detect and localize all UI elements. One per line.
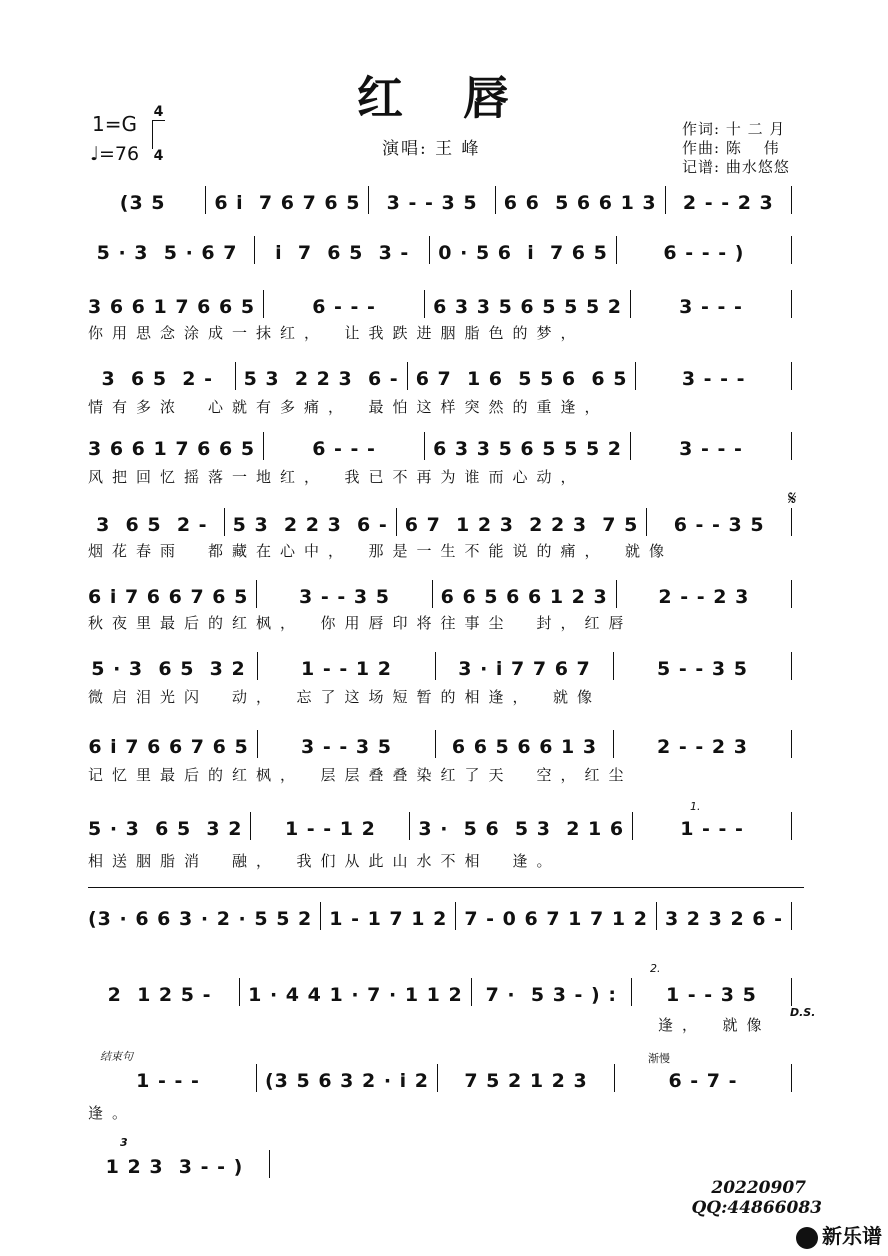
measure: 1 - 1 7 1 2 <box>329 908 448 930</box>
bar-line <box>269 1150 270 1178</box>
measure: 6 - 7 - <box>668 1070 738 1092</box>
measure: 3 - - 3 5 <box>386 192 478 214</box>
bar-line <box>407 362 408 390</box>
key-signature: 1=G <box>92 112 137 136</box>
lyric-line: 风把回忆摇落一地红， 我已不再为谁而心动， <box>88 468 585 486</box>
bar-line <box>791 978 792 1006</box>
bar-line <box>631 978 632 1006</box>
measure: 7 5 2 1 2 3 <box>464 1070 588 1092</box>
notation-row <box>88 580 800 608</box>
measure: 7 · 5 3 - ) : <box>485 984 617 1006</box>
measure: 2 1 2 5 - <box>107 984 212 1006</box>
bar-line <box>409 812 410 840</box>
notation-row <box>88 978 800 1006</box>
bar-line <box>791 580 792 608</box>
notation-row <box>88 186 800 214</box>
measure: 6 3 3 5 6 5 5 5 2 <box>433 438 622 460</box>
measure: 6 3 3 5 6 5 5 5 2 <box>433 296 622 318</box>
bar-line <box>632 812 633 840</box>
measure: 6 i 7 6 7 6 5 <box>214 192 361 214</box>
measure: 3 6 5 2 - <box>96 514 208 536</box>
bar-line <box>635 362 636 390</box>
measure: 1 - - 3 5 <box>665 984 757 1006</box>
bar-line <box>614 1064 615 1092</box>
bar-line <box>424 432 425 460</box>
measure: 3 - - 3 5 <box>301 736 392 758</box>
measure: 3 - - - <box>681 368 746 390</box>
bar-line <box>791 902 792 930</box>
measure: 3 - - 3 5 <box>299 586 390 608</box>
bar-line <box>791 290 792 318</box>
measure: 2 - - 2 3 <box>657 736 748 758</box>
bar-line <box>791 362 792 390</box>
bar-line <box>368 186 369 214</box>
bar-line <box>224 508 225 536</box>
lyric-line: 秋夜里最后的红枫， 你用唇印将往事尘 封，红唇 <box>88 614 633 632</box>
measure: 3 2 3 2 6 - <box>664 908 783 930</box>
rit-label: 渐慢 <box>648 1052 670 1065</box>
notation-row <box>88 730 800 758</box>
bar-line <box>495 186 496 214</box>
bar-line <box>432 580 433 608</box>
bar-line <box>616 580 617 608</box>
measure: (3 5 <box>119 192 166 214</box>
ending-label: 结束句 <box>100 1050 133 1063</box>
bar-line <box>665 186 666 214</box>
measure: 5 · 3 6 5 3 2 <box>88 818 243 840</box>
notation-row <box>88 236 800 264</box>
lyric-line: 相送胭脂消 融， 我们从此山水不相 逢。 <box>88 852 561 870</box>
bar-line <box>791 508 792 536</box>
notation-row <box>88 1064 800 1092</box>
bar-line <box>435 652 436 680</box>
measure: 3 - - - <box>679 438 743 460</box>
bar-line <box>205 186 206 214</box>
measure: 3 - - - <box>679 296 743 318</box>
bar-line <box>630 290 631 318</box>
measure: 2 - - 2 3 <box>658 586 750 608</box>
lyric-line: 微启泪光闪 动， 忘了这场短暂的相逢， 就像 <box>88 688 602 706</box>
measure: 6 6 5 6 6 1 2 3 <box>440 586 608 608</box>
measure: 5 · 3 6 5 3 2 <box>91 658 246 680</box>
date-stamp: 20220907 <box>711 1178 806 1198</box>
bar-line <box>239 978 240 1006</box>
volta-1-label: 1. <box>690 800 701 813</box>
bar-line <box>256 1064 257 1092</box>
site-logo: 新乐谱 <box>796 1220 882 1249</box>
measure: 1 2 3 3 - - ) <box>105 1156 244 1178</box>
measure: 6 - - - <box>312 438 376 460</box>
bar-line <box>437 1064 438 1092</box>
notation-row <box>88 1150 278 1178</box>
measure: i 7 6 5 3 - <box>275 242 410 264</box>
notation-row <box>88 290 800 318</box>
measure: 6 - - 3 5 <box>673 514 765 536</box>
logo-disc-icon <box>796 1227 818 1249</box>
bar-line <box>257 730 258 758</box>
singer-credit: 演唱: 王 峰 <box>382 139 481 159</box>
measure: 1 · 4 4 1 · 7 · 1 1 2 <box>248 984 463 1006</box>
bar-line <box>791 730 792 758</box>
time-signature: 4 4 <box>153 104 164 164</box>
notation-row <box>88 812 800 840</box>
bar-line <box>646 508 647 536</box>
lyricist-credit: 作词: 十 二 月 <box>682 120 786 138</box>
bar-line <box>263 290 264 318</box>
measure: 1 - - 1 2 <box>284 818 376 840</box>
lyric-line: 烟花春雨 都藏在心中， 那是一生不能说的痛， 就像 <box>88 542 674 560</box>
measure: 0 · 5 6 i 7 6 5 <box>438 242 608 264</box>
bar-line <box>791 432 792 460</box>
measure: 3 6 5 2 - <box>101 368 214 390</box>
bar-line <box>435 730 436 758</box>
bar-line <box>791 1064 792 1092</box>
bar-line <box>424 290 425 318</box>
bar-line <box>429 236 430 264</box>
bar-line <box>613 652 614 680</box>
notation-row <box>88 432 800 460</box>
bar-line <box>320 902 321 930</box>
bar-line <box>791 812 792 840</box>
measure: 1 - - 1 2 <box>301 658 392 680</box>
bar-line <box>235 362 236 390</box>
notation-row <box>88 652 800 680</box>
lyric-line: 情有多浓 心就有多痛， 最怕这样突然的重逢， <box>88 398 609 416</box>
transcriber-credit: 记谱: 曲水悠悠 <box>682 158 790 176</box>
measure: 6 i 7 6 6 7 6 5 <box>88 586 249 608</box>
measure: 6 - - - ) <box>663 242 745 264</box>
bar-line <box>263 432 264 460</box>
composer-credit: 作曲: 陈 伟 <box>682 139 780 157</box>
segno-mark: 𝄋 <box>788 486 797 510</box>
qq-contact: QQ:44866083 <box>691 1198 822 1218</box>
bar-line <box>256 580 257 608</box>
notation-row <box>88 508 800 536</box>
measure: 6 7 1 6 5 5 6 6 5 <box>415 368 628 390</box>
bar-line <box>791 236 792 264</box>
measure: 1 - - - <box>680 818 744 840</box>
tempo-mark: ♩=76 <box>90 143 140 165</box>
volta-2-label: 2. <box>650 962 661 975</box>
bar-line <box>254 236 255 264</box>
measure: 6 6 5 6 6 1 3 <box>503 192 657 214</box>
bar-line <box>396 508 397 536</box>
bar-line <box>791 186 792 214</box>
bar-line <box>791 652 792 680</box>
measure: 5 3 2 2 3 6 - <box>232 514 388 536</box>
measure: 5 3 2 2 3 6 - <box>243 368 399 390</box>
bar-line <box>250 812 251 840</box>
measure: 3 · i 7 7 6 7 <box>458 658 591 680</box>
measure: 3 6 6 1 7 6 6 5 <box>88 296 256 318</box>
bar-line <box>471 978 472 1006</box>
triplet-mark: 3 <box>120 1136 128 1149</box>
measure: 3 6 6 1 7 6 6 5 <box>88 438 256 460</box>
bar-line <box>656 902 657 930</box>
bar-line <box>455 902 456 930</box>
measure: 6 i 7 6 6 7 6 5 <box>88 736 249 758</box>
measure: (3 · 6 6 3 · 2 · 5 5 2 <box>88 908 313 930</box>
notation-row <box>88 362 800 390</box>
song-title: 红 唇 <box>356 71 531 125</box>
measure: 1 - - - <box>136 1070 200 1092</box>
measure: 3 · 5 6 5 3 2 1 6 <box>418 818 625 840</box>
measure: 6 - - - <box>312 296 376 318</box>
lyric-line: 逢。 <box>88 1104 137 1122</box>
bar-line <box>616 236 617 264</box>
lyric-line: 你用思念涂成一抹红， 让我跌进胭脂色的梦， <box>88 324 585 342</box>
measure: 6 6 5 6 6 1 3 <box>451 736 598 758</box>
measure: 5 - - 3 5 <box>657 658 748 680</box>
measure: 5 · 3 5 · 6 7 <box>96 242 238 264</box>
measure: (3 5 6 3 2 · i 2 <box>264 1070 430 1092</box>
measure: 6 7 1 2 3 2 2 3 7 5 <box>404 514 639 536</box>
bar-line <box>613 730 614 758</box>
ds-mark: D.S. <box>790 1006 816 1019</box>
measure: 2 - - 2 3 <box>682 192 774 214</box>
measure: 7 - 0 6 7 1 7 1 2 <box>464 908 648 930</box>
notation-row <box>88 902 800 930</box>
lyric-line: 记忆里最后的红枫， 层层叠叠染红了天 空，红尘 <box>88 766 633 784</box>
bar-line <box>257 652 258 680</box>
bar-line <box>630 432 631 460</box>
section-divider <box>88 887 804 888</box>
lyric-line: 逢， 就像 <box>658 1016 771 1034</box>
